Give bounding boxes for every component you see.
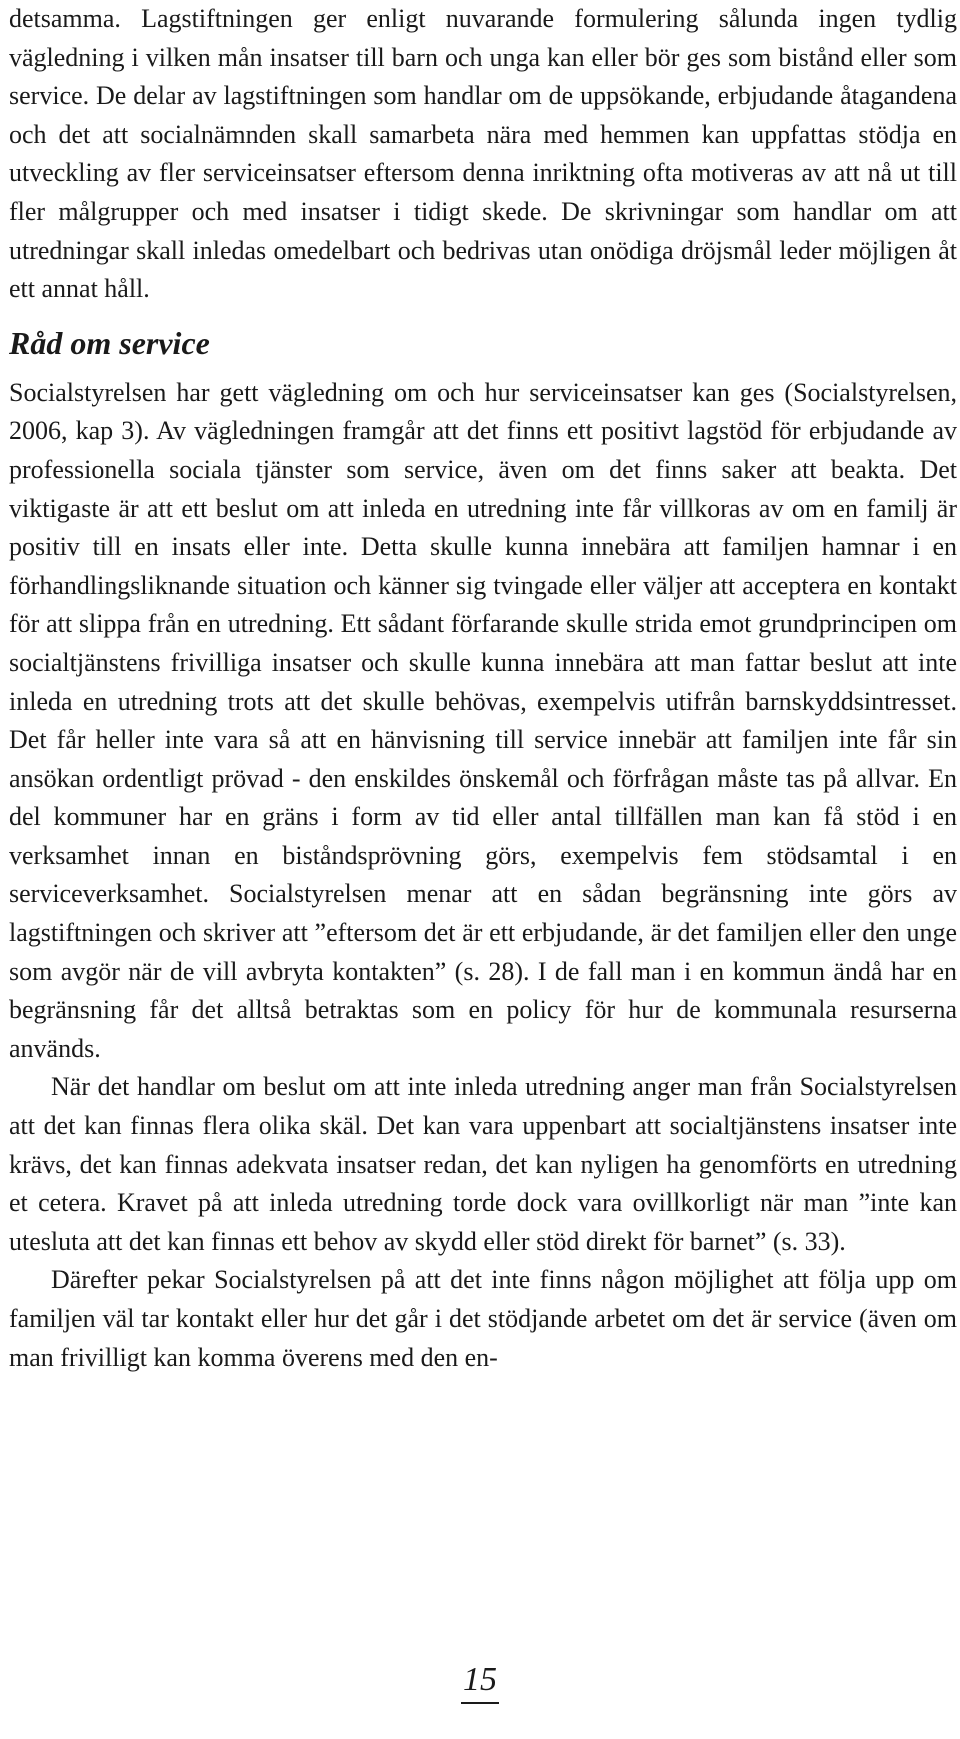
document-page — [9, 0, 957, 1377]
body-paragraph: Socialstyrelsen har gett vägledning om och hur serviceinsatser kan ges (Socialstyrelsen, 2006, kap 3). Av vägledningen framgår att det finns ett positivt lagstöd för erbjudande av professionella sociala tjänster som service, även om det finns saker att beakta. Det viktigaste är att ett beslut om att inleda en utredning inte får villkoras av om en familj är positiv till en insats eller inte. Detta skulle kunna innebära att familjen hamnar i en förhandlingsliknande situation och känner sig tvingade eller väljer att acceptera en kontakt för att slippa från en utredning. Ett sådant förfarande skulle strida emot grundprincipen om socialtjänstens frivilliga insatser och skulle kunna innebära att man fattar beslut att inte inleda en utredning trots att det skulle behövas, exempelvis utifrån barnskyddsintresset. Det får heller inte vara så att en hänvisning till service innebär att familjen inte får sin ansökan ordentligt prövad - den enskildes önskemål och förfrågan måste tas på allvar. En del kommuner har en gräns i form av tid eller antal tillfällen man kan få stöd i en verksamhet innan en biståndsprövning görs, exempelvis fem stödsamtal i en serviceverksamhet. Socialstyrelsen menar att en sådan begränsning inte görs av lagstiftningen och skriver att ”eftersom det är ett erbjudande, är det familjen eller den unge som avgör när de vill avbryta kontakten” (s. 28). I de fall man i en kommun ändå har en begränsning får det alltså betraktas som en policy för hur de kommunala resurserna används. — [9, 377, 957, 1063]
section-heading: Råd om service — [9, 324, 210, 361]
page-number — [0, 1660, 960, 1704]
body-paragraph: När det handlar om beslut om att inte inleda utredning anger man från Socialstyrelsen att det kan finnas flera olika skäl. Det kan vara uppenbart att socialtjänstens insatser inte krävs, det kan finnas adekvata insatser redan, det kan nyligen ha genomförts en utredning et cetera. Kravet på att inleda utredning torde dock vara ovillkorligt när man ”inte kan utesluta att det kan finnas ett behov av skydd eller stöd direkt för barnet” (s. 33). — [9, 1072, 957, 1256]
body-paragraph: Därefter pekar Socialstyrelsen på att det inte finns någon möjlighet att följa upp om familjen väl tar kontakt eller hur det går i det stödjande arbetet om det är service (även om man frivilligt kan komma överens med den en- — [9, 1265, 957, 1372]
page-number-label: 15 — [461, 1660, 499, 1704]
body-paragraph: detsamma. Lagstiftningen ger enligt nuvarande formulering sålunda ingen tydlig vägledning i vilken mån insatser till barn och unga kan eller bör ges som bistånd eller som service. De delar av lagstiftningen som handlar om de uppsökande, erbjudande åtagandena och det att socialnämnden skall samarbeta nära med hemmen kan uppfattas stödja en utveckling av fler serviceinsatser eftersom denna inriktning ofta motiveras av att nå ut till fler målgrupper och med insatser i tidigt skede. De skrivningar som handlar om att utredningar skall inledas omedelbart och bedrivas utan onödiga dröjsmål leder möjligen åt ett annat håll. — [9, 4, 957, 304]
